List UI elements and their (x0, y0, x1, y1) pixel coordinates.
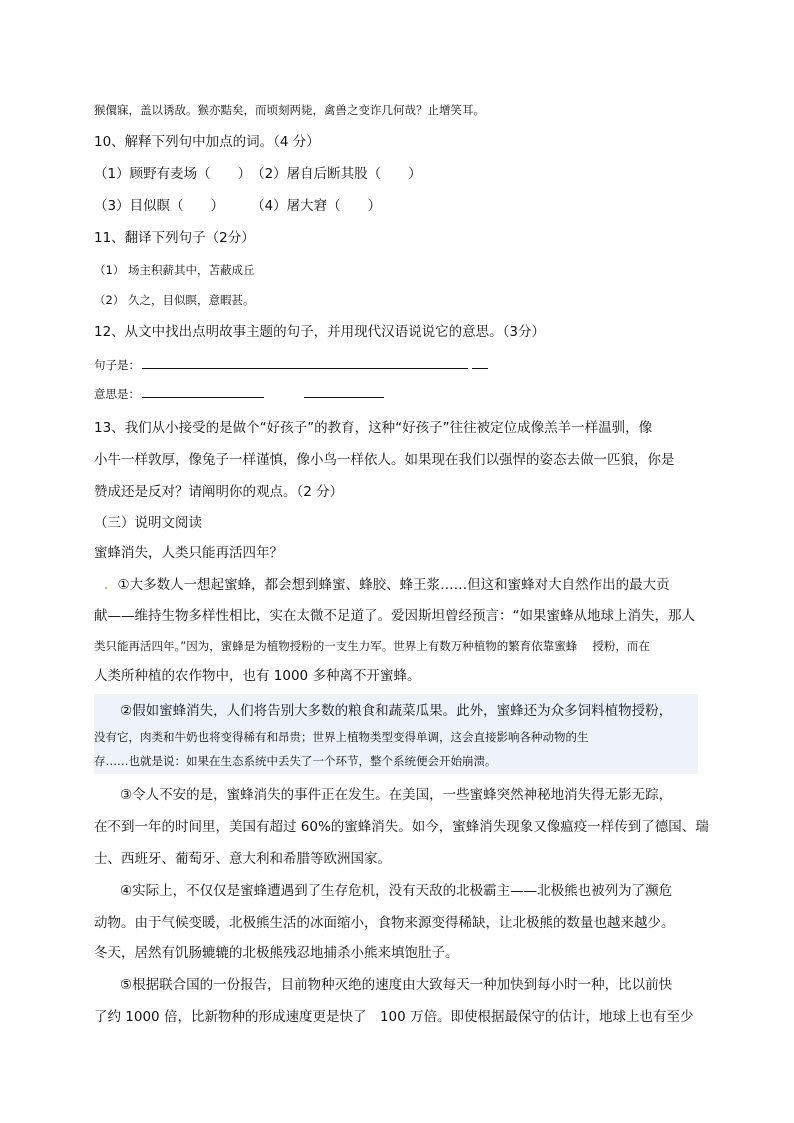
para4-line-3: 冬天，居然有饥肠辘辘的北极熊残忍地捕杀小熊来填饱肚子。 (94, 945, 459, 961)
article-title: 蜜蜂消失，人类只能再活四年？ (94, 545, 283, 561)
para5-line-2: 了约 1000 倍，比新物种的形成速度更是快了 100 万倍。即使根据最保守的估计，地球上也有至少 (94, 1009, 694, 1025)
para-marker: ． (104, 577, 118, 593)
para1-line-4: 人类所种植的农作物中，也有 1000 多种离不开蜜蜂。 (94, 668, 421, 684)
answer-blank[interactable] (142, 385, 264, 398)
answer-sentence-row (94, 356, 488, 374)
para4-line-2: 动物。由于气候变暖，北极熊生活的冰面缩小，食物来源变得稀缺，让北极熊的数量也越来越少。 (94, 915, 675, 931)
answer-meaning-row (94, 385, 384, 403)
answer-sentence-label: 句子是： (94, 358, 140, 372)
question-13-line-1: 13、我们从小接受的是做个“好孩子”的教育，这种“好孩子”往往被定位成像羔羊一样温驯，像 (94, 420, 653, 436)
para2-line-3: 存……也就是说：如果在生态系统中丢失了一个环节，整个系统便会开始崩溃。 (94, 754, 497, 768)
answer-meaning-label: 意思是： (94, 387, 140, 401)
answer-blank[interactable] (142, 356, 468, 369)
para3-line-1: ③令人不安的是，蜜蜂消失的事件正在发生。在美国，一些蜜蜂突然神秘地消失得无影无踪， (120, 787, 673, 803)
question-10-items-3-4: （3）目似瞑（ ） （4）屠大窘（ ） (94, 198, 382, 214)
question-13-line-3: 赞成还是反对？请阐明你的观点。（2 分） (94, 484, 344, 500)
text-line: 猴儇寐，盖以诱敌。猴亦黠矣，而顷刻两毙，禽兽之变诈几何哉？止增笑耳。 (94, 103, 485, 117)
para3-line-2: 在不到一年的时间里，美国有超过 60%的蜜蜂消失。如今，蜜蜂消失现象又像瘟疫一样传到了德国、瑞 (94, 819, 709, 835)
question-13-line-2: 小牛一样敦厚，像兔子一样谨慎，像小鸟一样依人。如果现在我们以强悍的姿态去做一匹狼，你是 (94, 452, 675, 468)
question-10-items-1-2: （1）顾野有麦场（ ） （2）屠自后断其股（ ） (94, 166, 422, 182)
section-heading: （三）说明文阅读 (94, 515, 202, 531)
question-12: 12、从文中找出点明故事主题的句子，并用现代汉语说说它的意思。（3分） (94, 324, 546, 340)
para1-line-3: 类只能再活四年。”因为，蜜蜂是为植物授粉的一支生力军。世界上有数万种植物的繁育依靠蜜蜂 授粉，而在 (94, 639, 650, 653)
para3-line-3: 士、西班牙、葡萄牙、意大利和希腊等欧洲国家。 (94, 851, 391, 867)
para2-line-1: ②假如蜜蜂消失，人们将告别大多数的粮食和蔬菜瓜果。此外，蜜蜂还为众多饲料植物授粉， (120, 703, 673, 719)
para2-line-2: 没有它，肉类和牛奶也将变得稀有和昂贵；世界上植物类型变得单调，这会直接影响各种动物的生 (94, 730, 589, 744)
question-11: 11、翻译下列句子（2分） (94, 230, 255, 246)
para5-line-1: ⑤根据联合国的一份报告，目前物种灭绝的速度由大致每天一种加快到每小时一种，比以前快 (120, 977, 673, 993)
question-11-item-1: （1） 场主积薪其中，苫蔽成丘 (94, 263, 255, 277)
answer-blank[interactable] (472, 356, 488, 369)
para4-line-1: ④实际上，不仅仅是蜜蜂遭遇到了生存危机，没有天敌的北极霸主——北极熊也被列为了濒危 (120, 883, 673, 899)
para1-line-1: ．①大多数人一想起蜜蜂，都会想到蜂蜜、蜂胶、蜂王浆……但这和蜜蜂对大自然作出的最大贡 (104, 577, 670, 593)
para1-line-2: 献——维持生物多样性相比，实在太微不足道了。爱因斯坦曾经预言：“如果蜜蜂从地球上消失，那人 (94, 608, 695, 624)
answer-blank[interactable] (304, 385, 384, 398)
question-11-item-2: （2） 久之，目似瞑，意暇甚。 (94, 293, 255, 307)
question-10: 10、解释下列句中加点的词。（4 分） (94, 134, 320, 150)
